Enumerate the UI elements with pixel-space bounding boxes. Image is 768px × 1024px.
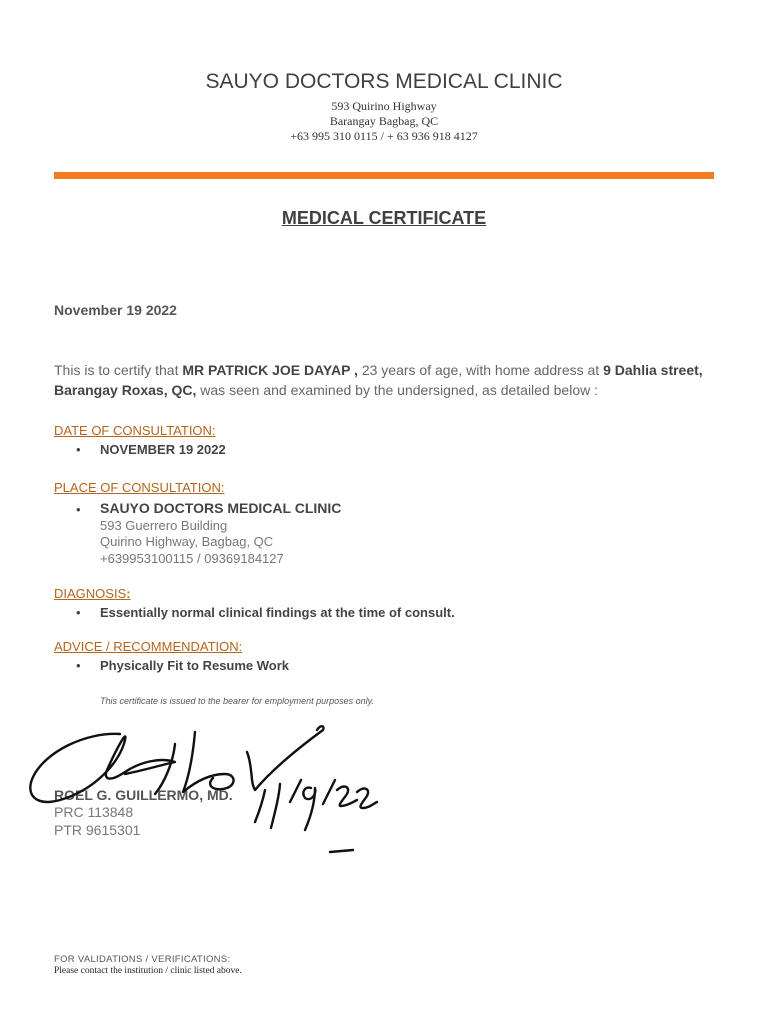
certify-age: 23 years of age, with home address at <box>357 362 604 378</box>
bullet-icon: • <box>76 605 81 620</box>
bullet-icon: • <box>76 658 81 673</box>
footer-validation-instruction: Please contact the institution / clinic listed above. <box>54 966 242 976</box>
section-label-advice: ADVICE / RECOMMENDATION: <box>54 639 243 654</box>
certificate-date: November 19 2022 <box>54 302 177 318</box>
certify-intro: This is to certify that <box>54 362 183 378</box>
footer-validation-heading: FOR VALIDATIONS / VERIFICATIONS: <box>54 954 231 965</box>
section-label-diagnosis <box>54 586 131 601</box>
consultation-place-name: SAUYO DOCTORS MEDICAL CLINIC <box>100 500 342 516</box>
advice-value: Physically Fit to Resume Work <box>100 658 290 673</box>
bullet-icon: • <box>76 442 81 457</box>
clinic-name: SAUYO DOCTORS MEDICAL CLINIC <box>205 70 563 93</box>
section-label-consultation-place: PLACE OF CONSULTATION: <box>54 480 225 495</box>
doctor-ptr: PTR 9615301 <box>54 822 141 838</box>
clinic-address-line1: 593 Quirino Highway <box>331 99 437 113</box>
diagnosis-label: DIAGNOSIS <box>54 586 127 601</box>
diagnosis-colon: : <box>126 586 131 601</box>
clinic-address-line2: Barangay Bagbag, QC <box>329 114 439 128</box>
section-label-consultation-date: DATE OF CONSULTATION: <box>54 423 216 438</box>
clinic-phones: +63 995 310 0115 / + 63 936 918 4127 <box>290 129 478 143</box>
certificate-purpose-note: This certificate is issued to the bearer for employment purposes only. <box>100 696 374 706</box>
doctor-prc: PRC 113848 <box>54 804 134 820</box>
doctor-name: ROEL G. GUILLERMO, MD. <box>54 787 233 803</box>
certify-outro: was seen and examined by the undersigned, as detailed below : <box>196 382 598 398</box>
certificate-title: MEDICAL CERTIFICATE <box>281 208 487 228</box>
consultation-place-line3: +639953100115 / 09369184127 <box>100 551 284 566</box>
patient-address: 9 Dahlia street, Barangay Roxas, QC, <box>54 362 703 398</box>
consultation-date-value: NOVEMBER 19 2022 <box>100 442 226 457</box>
consultation-place-line2: Quirino Highway, Bagbag, QC <box>100 534 274 549</box>
bullet-icon: • <box>76 502 81 517</box>
certification-paragraph <box>54 360 714 400</box>
patient-name: MR PATRICK JOE DAYAP , <box>182 362 358 378</box>
handwritten-signature <box>25 712 385 872</box>
header-divider <box>54 172 714 179</box>
consultation-place-line1: 593 Guerrero Building <box>100 518 228 533</box>
diagnosis-value: Essentially normal clinical findings at the time of consult. <box>100 605 455 620</box>
